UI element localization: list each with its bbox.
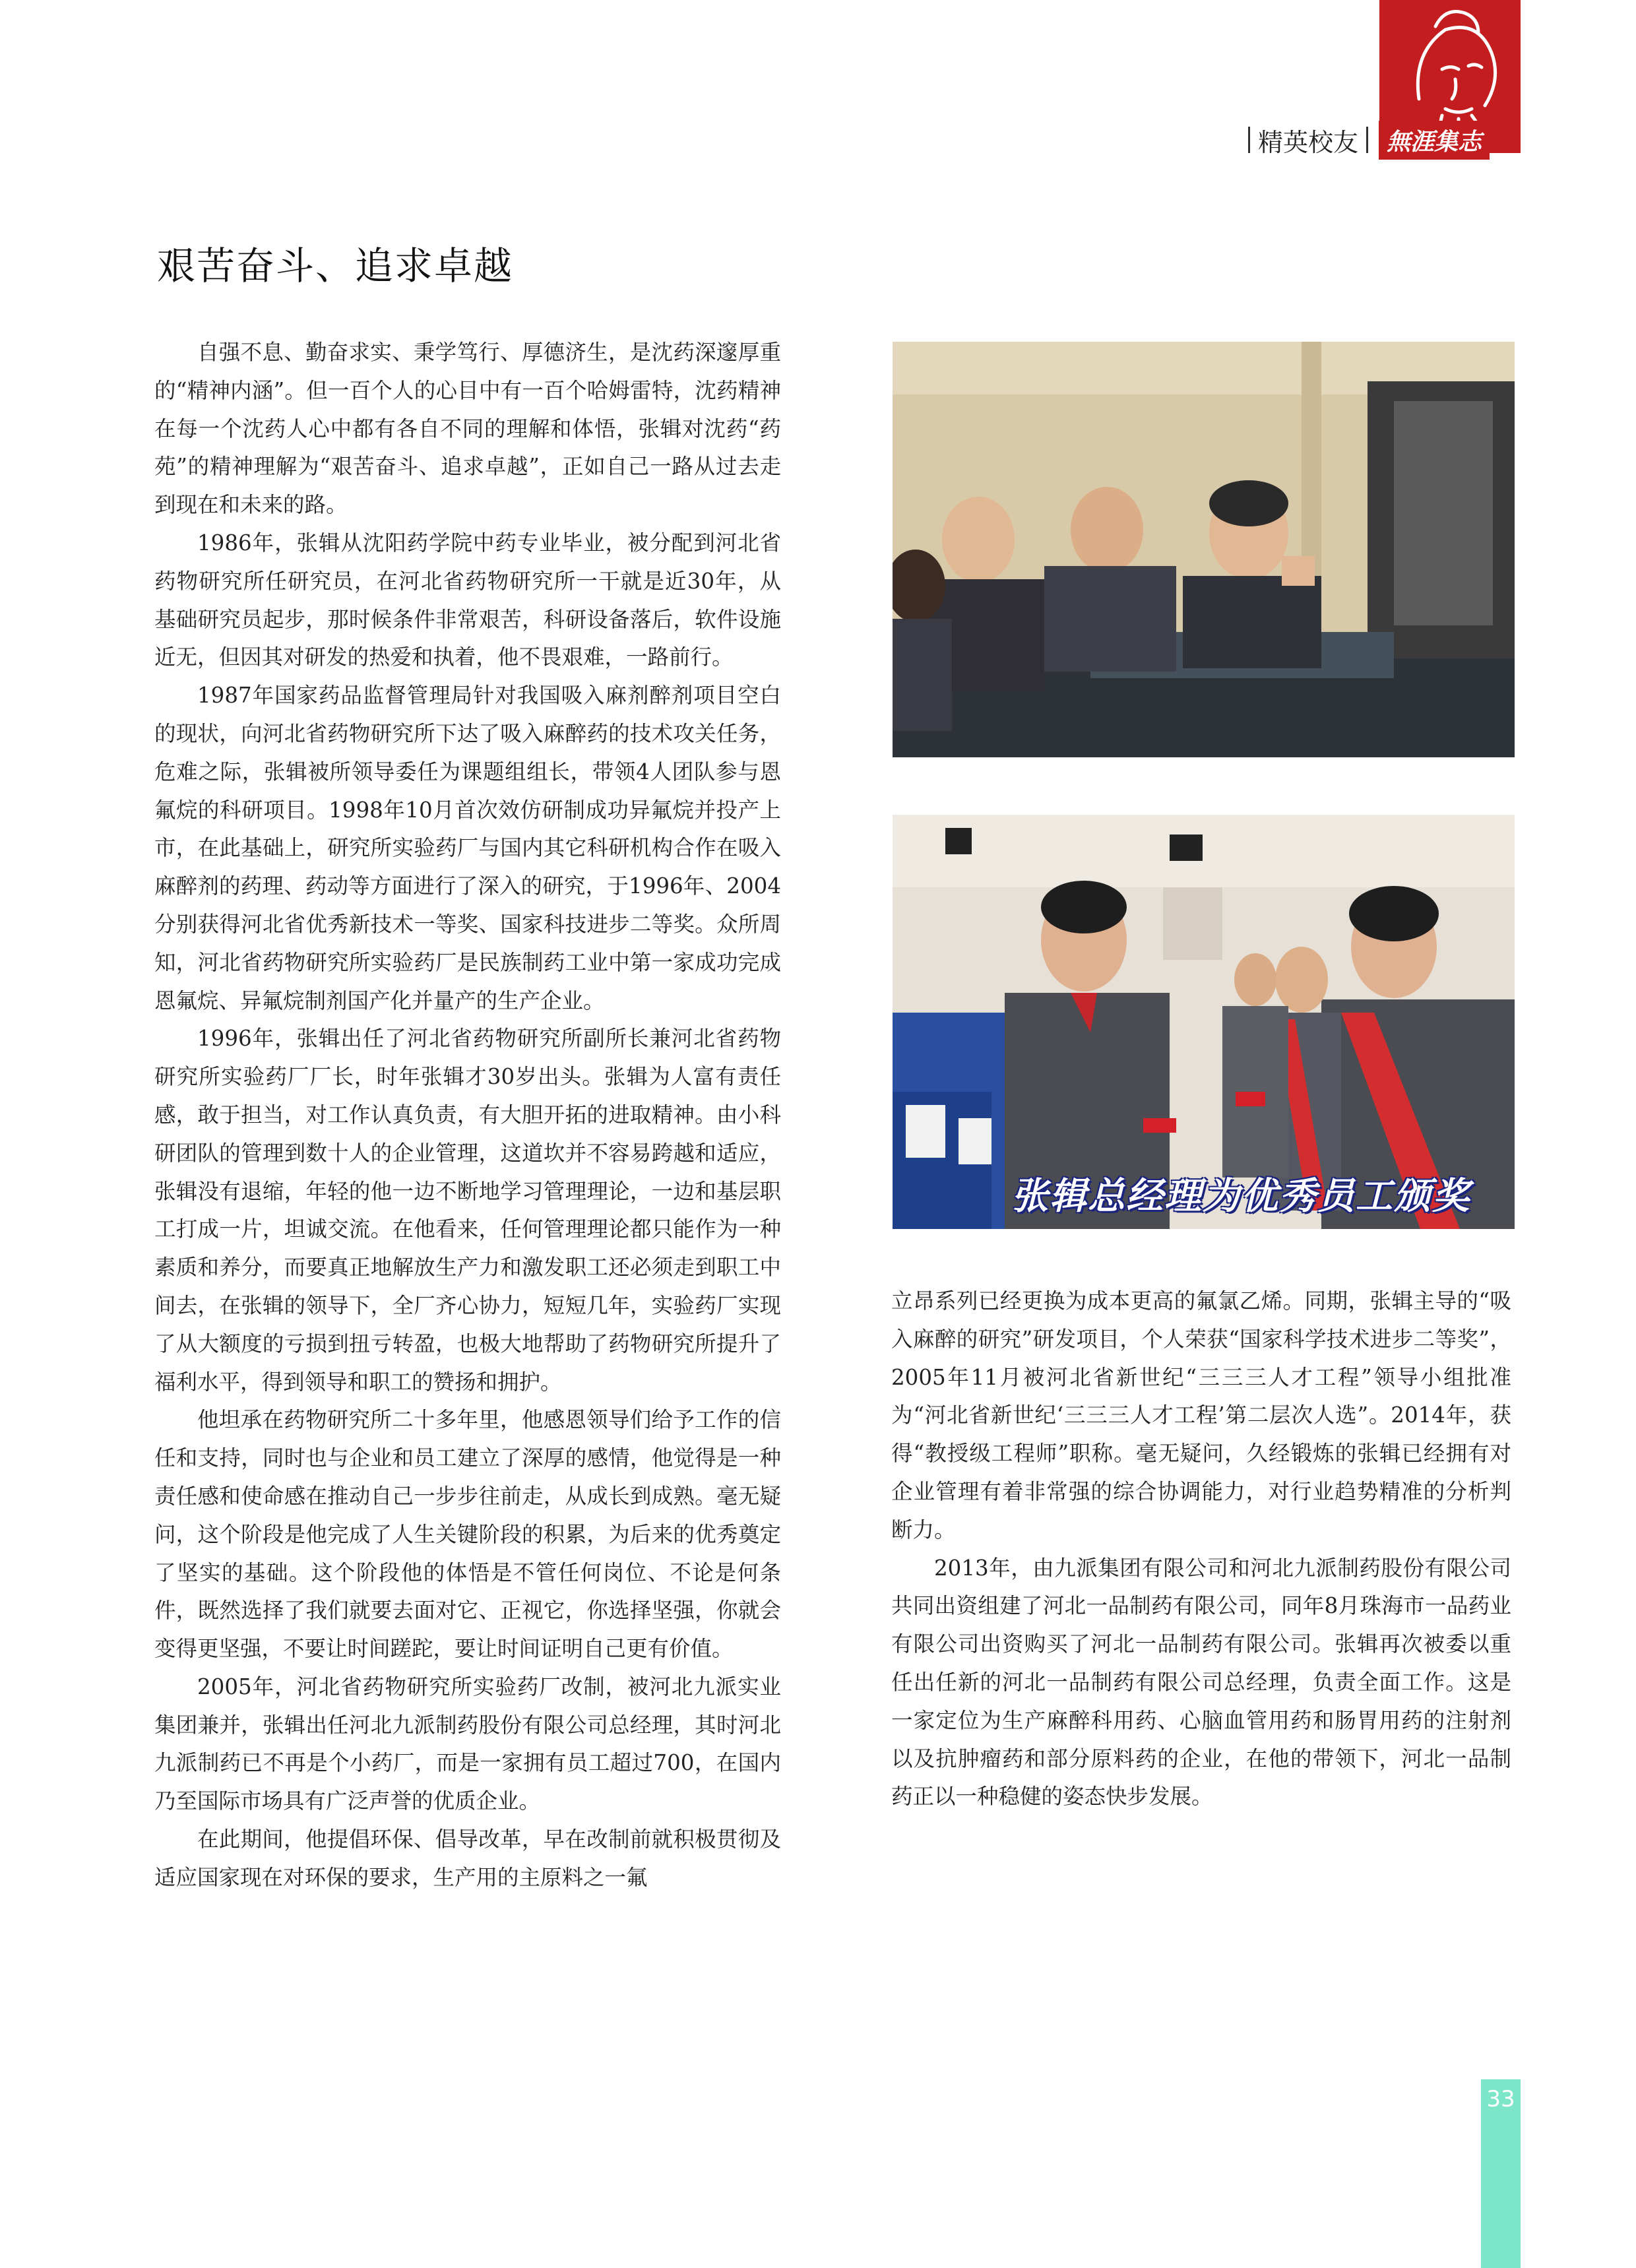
magazine-name: 無涯集志	[1379, 121, 1490, 160]
paragraph: 2013年，由九派集团有限公司和河北九派制药股份有限公司共同出资组建了河北一品制药有限公司，同年8月珠海市一品药业有限公司出资购买了河北一品制药有限公司。张辑再次被委以重任出任新的河北一品制药有限公司总经理，负责全面工作。这是一家定位为生产麻醉科用药、心脑血管用药和肠胃用药的注射剂以及抗肿瘤药和部分原料药的企业，在他的带领下，河北一品制药正以一种稳健的姿态快步发展。	[891, 1555, 1511, 1810]
paragraph: 1996年，张辑出任了河北省药物研究所副所长兼河北省药物研究所实验药厂厂长，时年张辑才30岁出头。张辑为人富有责任感，敢于担当，对工作认真负责，有大胆开拓的进取精神。由小科研团队的管理到数十人的企业管理，这道坎并不容易跨越和适应，张辑没有退缩，年轻的他一边不断地学习管理理论，一边和基层职工打成一片，坦诚交流。在他看来，任何管理理论都只能作为一种素质和养分，而要真正地解放生产力和激发职工还必须走到职工中间去，在张辑的领导下，全厂齐心协力，短短几年，实验药厂实现了从大额度的亏损到扭亏转盈，也极大地帮助了药物研究所提升了福利水平，得到领导和职工的赞扬和拥护。	[154, 1026, 781, 1395]
section-divider	[1366, 127, 1368, 153]
article-right-column	[891, 1282, 1511, 1816]
paragraph: 1986年，张辑从沈阳药学院中药专业毕业，被分配到河北省药物研究所任研究员，在河北省药物研究所一干就是近30年，从基础研究员起步，那时候条件非常艰苦，科研设备落后，软件设施近无，但因其对研发的热爱和执着，他不畏艰难，一路前行。	[154, 530, 781, 670]
paragraph: 自强不息、勤奋求实、秉学笃行、厚德济生，是沈药深邃厚重的“精神内涵”。但一百个人的心目中有一百个哈姆雷特，沈药精神在每一个沈药人心中都有各自不同的理解和体悟，张辑对沈药“药苑”的精神理解为“艰苦奋斗、追求卓越”，正如自己一路从过去走到现在和未来的路。	[154, 340, 781, 518]
paragraph: 他坦承在药物研究所二十多年里，他感恩领导们给予工作的信任和支持，同时也与企业和员工建立了深厚的感情，他觉得是一种责任感和使命感在推动自己一步步往前走，从成长到成熟。毫无疑问，这个阶段是他完成了人生关键阶段的积累，为后来的优秀奠定了坚实的基础。这个阶段他的体悟是不管任何岗位、不论是何条件，既然选择了我们就要去面对它、正视它，你选择坚强，你就会变得更坚强，不要让时间蹉跎，要让时间证明自己更有价值。	[154, 1407, 781, 1662]
paragraph: 2005年，河北省药物研究所实验药厂改制，被河北九派实业集团兼并，张辑出任河北九派制药股份有限公司总经理，其时河北九派制药已不再是个小药厂，而是一家拥有员工超过700，在国内乃至国际市场具有广泛声誉的优质企业。	[154, 1674, 781, 1814]
section-divider	[1248, 127, 1250, 153]
page-number: 33	[1486, 2086, 1515, 2112]
article-left-column	[154, 334, 781, 1897]
section-header	[1240, 125, 1490, 157]
paragraph: 立昂系列已经更换为成本更高的氟氯乙烯。同期，张辑主导的“吸入麻醉的研究”研发项目，个人荣获“国家科学技术进步二等奖”，2005年11月被河北省新世纪“三三三人才工程”领导小组批准为“河北省新世纪‘三三三人才工程’第二层次人选”。2014年，获得“教授级工程师”职称。毫无疑问，久经锻炼的张辑已经拥有对企业管理有着非常强的综合协调能力，对行业趋势精准的分析判断力。	[891, 1288, 1511, 1542]
meeting-photo	[893, 342, 1515, 757]
page-number-tab	[1481, 2079, 1521, 2268]
paragraph: 在此期间，他提倡环保、倡导改革，早在改制前就积极贯彻及适应国家现在对环保的要求，生产用的主原料之一氟	[154, 1827, 781, 1890]
article-headline: 艰苦奋斗、追求卓越	[157, 243, 514, 288]
award-ceremony-photo	[893, 815, 1515, 1229]
section-label: 精英校友	[1258, 127, 1359, 157]
paragraph: 1987年国家药品监督管理局针对我国吸入麻剂醉剂项目空白的现状，向河北省药物研究所下达了吸入麻醉药的技术攻关任务，危难之际，张辑被所领导委任为课题组组长，带领4人团队参与恩氟烷的科研项目。1998年10月首次效仿研制成功异氟烷并投产上市，在此基础上，研究所实验药厂与国内其它科研机构合作在吸入麻醉剂的药理、药动等方面进行了深入的研究，于1996年、2004分别获得河北省优秀新技术一等奖、国家科技进步二等奖。众所周知，河北省药物研究所实验药厂是民族制药工业中第一家成功完成恩氟烷、异氟烷制剂国产化并量产的生产企业。	[154, 683, 781, 1013]
photo-caption: 张辑总经理为优秀员工颁奖	[1011, 1174, 1470, 1218]
